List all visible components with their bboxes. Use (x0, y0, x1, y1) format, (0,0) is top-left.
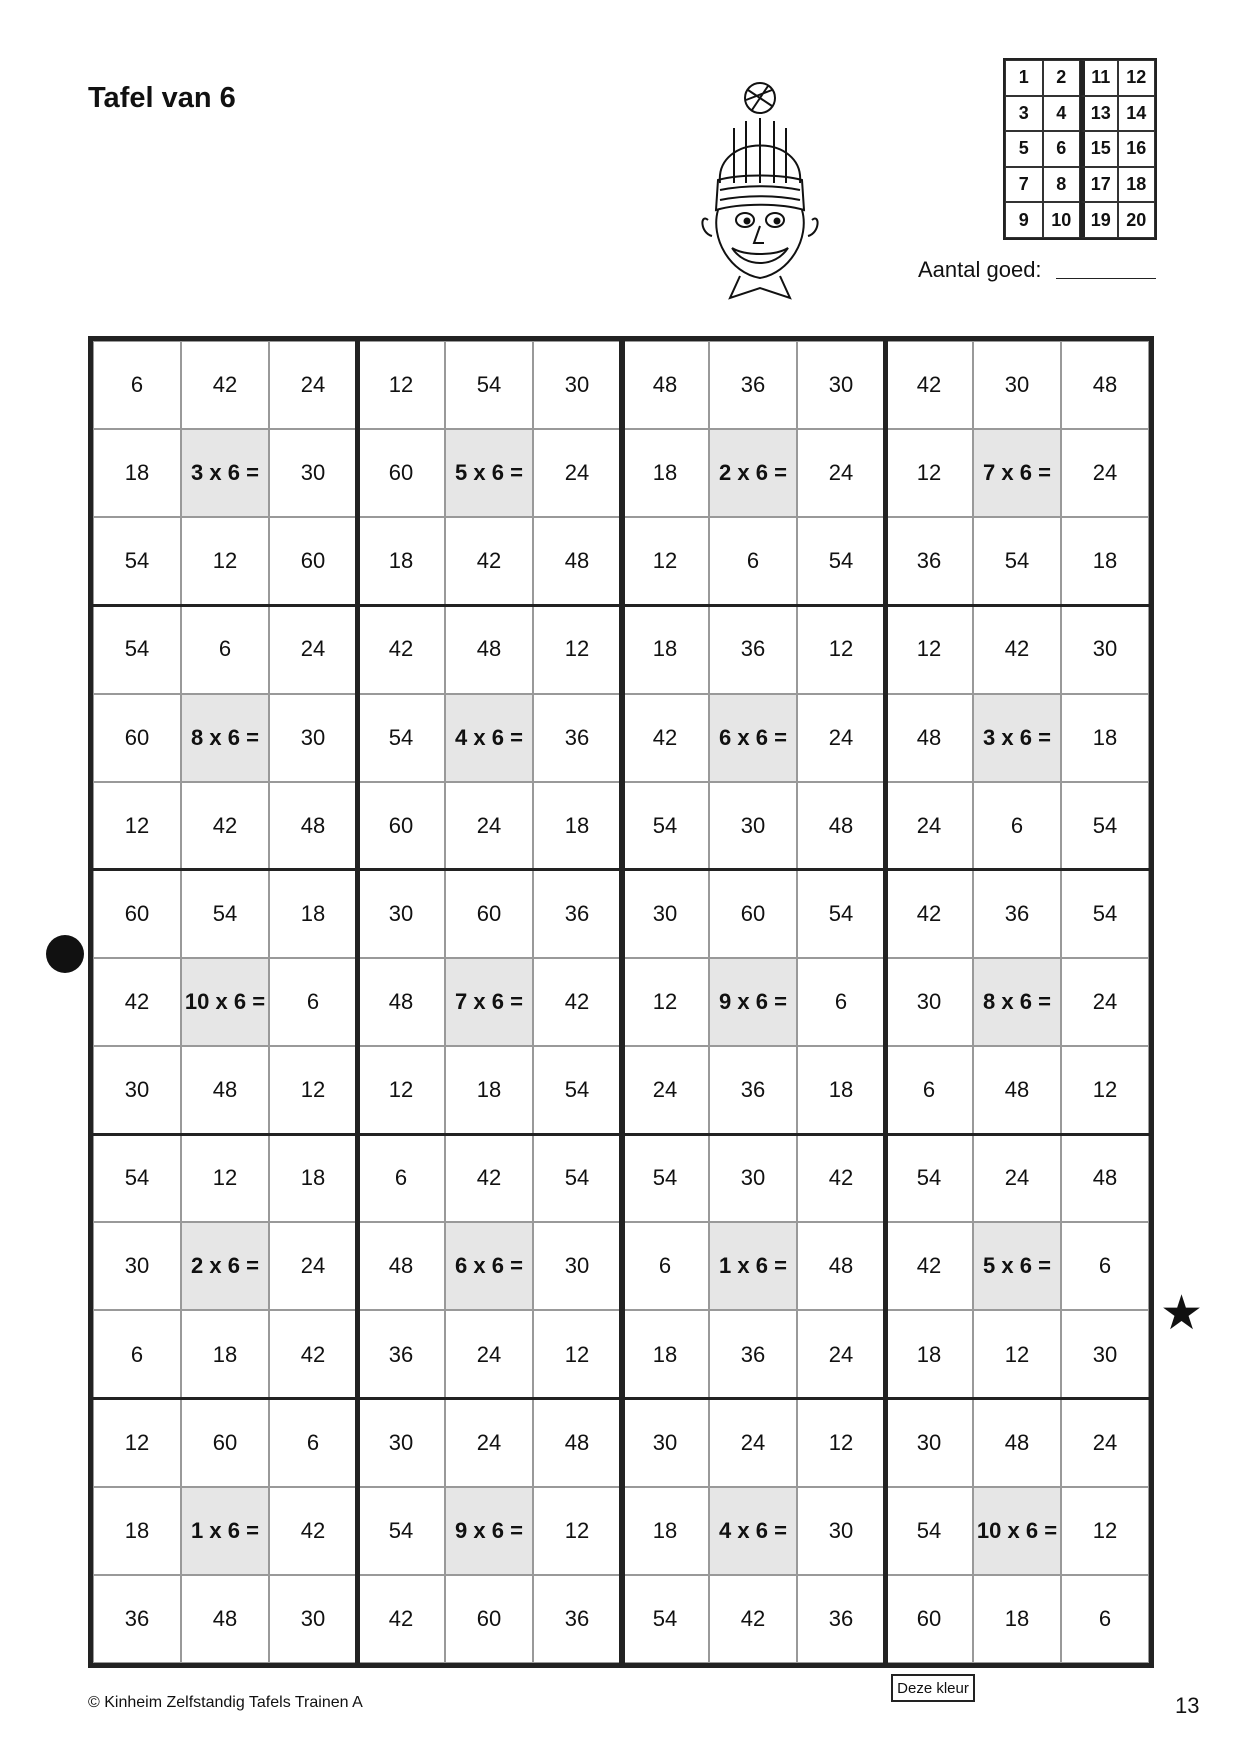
answer-cell[interactable]: 42 (709, 1575, 797, 1663)
answer-cell[interactable]: 12 (885, 605, 973, 693)
question-cell[interactable]: 9 x 6 = (709, 958, 797, 1046)
answer-cell[interactable]: 54 (533, 1134, 621, 1222)
answer-cell[interactable]: 18 (1061, 517, 1149, 605)
answer-cell[interactable]: 30 (1061, 605, 1149, 693)
black-dot-marker (46, 935, 84, 973)
answer-cell[interactable]: 12 (181, 1134, 269, 1222)
answer-cell[interactable]: 30 (357, 1399, 445, 1487)
answer-cell[interactable]: 30 (269, 429, 357, 517)
page-title: Tafel van 6 (88, 82, 236, 114)
grid-block-divider (93, 604, 1149, 607)
answer-cell[interactable]: 24 (885, 782, 973, 870)
answer-cell[interactable]: 60 (269, 517, 357, 605)
kid-with-beanie-icon (690, 78, 830, 303)
answer-cell[interactable]: 48 (797, 1222, 885, 1310)
answer-cell[interactable]: 30 (797, 341, 885, 429)
answer-cell[interactable]: 48 (445, 605, 533, 693)
answer-cell[interactable]: 6 (1061, 1222, 1149, 1310)
answer-cell[interactable]: 12 (533, 1487, 621, 1575)
answer-cell[interactable]: 54 (797, 870, 885, 958)
score-box-cell[interactable]: 7 (1005, 167, 1043, 203)
answer-cell[interactable]: 12 (93, 1399, 181, 1487)
answer-cell[interactable]: 60 (357, 782, 445, 870)
answer-cell[interactable]: 30 (885, 958, 973, 1046)
answer-cell[interactable]: 18 (621, 605, 709, 693)
question-cell[interactable]: 8 x 6 = (973, 958, 1061, 1046)
score-box-cell[interactable]: 10 (1043, 202, 1081, 238)
answer-cell[interactable]: 36 (533, 1575, 621, 1663)
question-cell[interactable]: 5 x 6 = (973, 1222, 1061, 1310)
answer-cell[interactable]: 30 (93, 1046, 181, 1134)
answer-cell[interactable]: 54 (1061, 870, 1149, 958)
answer-cell[interactable]: 6 (1061, 1575, 1149, 1663)
question-cell[interactable]: 9 x 6 = (445, 1487, 533, 1575)
answer-cell[interactable]: 60 (445, 1575, 533, 1663)
answer-cell[interactable]: 60 (357, 429, 445, 517)
answer-cell[interactable]: 48 (621, 341, 709, 429)
score-box-cell[interactable]: 18 (1118, 167, 1156, 203)
answer-cell[interactable]: 36 (709, 605, 797, 693)
answer-cell[interactable]: 18 (797, 1046, 885, 1134)
answer-cell[interactable]: 60 (181, 1399, 269, 1487)
answer-cell[interactable]: 12 (973, 1310, 1061, 1398)
answer-cell[interactable]: 18 (181, 1310, 269, 1398)
answer-cell[interactable]: 48 (357, 1222, 445, 1310)
answer-cell[interactable]: 30 (269, 1575, 357, 1663)
answer-cell[interactable]: 48 (1061, 1134, 1149, 1222)
question-cell[interactable]: 3 x 6 = (181, 429, 269, 517)
answer-cell[interactable]: 60 (93, 694, 181, 782)
answer-cell[interactable]: 54 (621, 782, 709, 870)
answer-cell[interactable]: 24 (1061, 958, 1149, 1046)
answer-cell[interactable]: 30 (973, 341, 1061, 429)
answer-cell[interactable]: 18 (973, 1575, 1061, 1663)
answer-cell[interactable]: 24 (709, 1399, 797, 1487)
score-box-cell[interactable]: 1 (1005, 60, 1043, 96)
answer-cell[interactable]: 12 (533, 1310, 621, 1398)
answer-cell[interactable]: 42 (181, 341, 269, 429)
score-box-cell[interactable]: 17 (1080, 167, 1118, 203)
answer-cell[interactable]: 12 (1061, 1487, 1149, 1575)
answer-cell[interactable]: 30 (621, 870, 709, 958)
answer-cell[interactable]: 6 (621, 1222, 709, 1310)
answer-cell[interactable]: 18 (533, 782, 621, 870)
score-box-cell[interactable]: 15 (1080, 131, 1118, 167)
grid-block-divider (93, 1133, 1149, 1136)
score-box-cell[interactable]: 3 (1005, 96, 1043, 132)
answer-cell[interactable]: 36 (709, 1310, 797, 1398)
answer-cell[interactable]: 54 (357, 1487, 445, 1575)
answer-cell[interactable]: 24 (445, 1310, 533, 1398)
answer-cell[interactable]: 42 (445, 517, 533, 605)
answer-cell[interactable]: 6 (181, 605, 269, 693)
answer-cell[interactable]: 18 (1061, 694, 1149, 782)
answer-cell[interactable]: 42 (445, 1134, 533, 1222)
answer-cell[interactable]: 54 (621, 1134, 709, 1222)
answer-cell[interactable]: 42 (269, 1310, 357, 1398)
answer-cell[interactable]: 12 (269, 1046, 357, 1134)
answer-cell[interactable]: 36 (709, 341, 797, 429)
answer-cell[interactable]: 30 (357, 870, 445, 958)
answer-cell[interactable]: 6 (269, 958, 357, 1046)
answer-cell[interactable]: 18 (93, 1487, 181, 1575)
answer-cell[interactable]: 18 (445, 1046, 533, 1134)
answer-cell[interactable]: 12 (357, 1046, 445, 1134)
answer-cell[interactable]: 42 (621, 694, 709, 782)
deze-kleur-box[interactable]: Deze kleur (891, 1674, 975, 1702)
answer-cell[interactable]: 48 (357, 958, 445, 1046)
question-cell[interactable]: 1 x 6 = (181, 1487, 269, 1575)
answer-cell[interactable]: 54 (445, 341, 533, 429)
answer-cell[interactable]: 12 (797, 605, 885, 693)
question-cell[interactable]: 10 x 6 = (973, 1487, 1061, 1575)
answer-cell[interactable]: 36 (533, 694, 621, 782)
answer-cell[interactable]: 24 (445, 1399, 533, 1487)
question-cell[interactable]: 10 x 6 = (181, 958, 269, 1046)
answer-cell[interactable]: 6 (269, 1399, 357, 1487)
answer-cell[interactable]: 30 (93, 1222, 181, 1310)
score-box (1003, 58, 1157, 240)
answer-cell[interactable]: 12 (621, 958, 709, 1046)
answer-cell[interactable]: 48 (797, 782, 885, 870)
answer-cell[interactable]: 54 (93, 1134, 181, 1222)
star-icon: ★ (1160, 1287, 1204, 1340)
answer-cell[interactable]: 18 (621, 429, 709, 517)
answer-cell[interactable]: 42 (357, 605, 445, 693)
question-cell[interactable]: 5 x 6 = (445, 429, 533, 517)
aantal-goed-label: Aantal goed: (918, 257, 1042, 282)
answer-cell[interactable]: 42 (93, 958, 181, 1046)
score-box-cell[interactable]: 14 (1118, 96, 1156, 132)
answer-cell[interactable]: 18 (269, 870, 357, 958)
score-box-cell[interactable]: 19 (1080, 202, 1118, 238)
answer-cell[interactable]: 6 (973, 782, 1061, 870)
answer-cell[interactable]: 12 (1061, 1046, 1149, 1134)
score-box-cell[interactable]: 2 (1043, 60, 1081, 96)
answer-cell[interactable]: 12 (621, 517, 709, 605)
answer-cell[interactable]: 30 (709, 1134, 797, 1222)
answer-cell[interactable]: 54 (93, 517, 181, 605)
answer-cell[interactable]: 6 (885, 1046, 973, 1134)
answer-cell[interactable]: 48 (269, 782, 357, 870)
answer-cell[interactable]: 24 (797, 429, 885, 517)
grid-block-divider (355, 341, 360, 1663)
answer-cell[interactable]: 6 (93, 341, 181, 429)
answer-cell[interactable]: 54 (357, 694, 445, 782)
question-cell[interactable]: 7 x 6 = (973, 429, 1061, 517)
answer-cell[interactable]: 54 (93, 605, 181, 693)
answer-cell[interactable]: 18 (621, 1487, 709, 1575)
answer-cell[interactable]: 54 (973, 517, 1061, 605)
score-box-cell[interactable]: 8 (1043, 167, 1081, 203)
answer-cell[interactable]: 42 (885, 341, 973, 429)
answer-cell[interactable]: 48 (973, 1399, 1061, 1487)
score-box-cell[interactable]: 12 (1118, 60, 1156, 96)
question-cell[interactable]: 8 x 6 = (181, 694, 269, 782)
answer-cell[interactable]: 6 (357, 1134, 445, 1222)
question-cell[interactable]: 4 x 6 = (445, 694, 533, 782)
answer-cell[interactable]: 24 (533, 429, 621, 517)
answer-cell[interactable]: 48 (181, 1575, 269, 1663)
answer-cell[interactable]: 6 (93, 1310, 181, 1398)
answer-cell[interactable]: 24 (621, 1046, 709, 1134)
score-box-cell[interactable]: 13 (1080, 96, 1118, 132)
answer-cell[interactable]: 30 (885, 1399, 973, 1487)
answer-cell[interactable]: 18 (885, 1310, 973, 1398)
question-cell[interactable]: 6 x 6 = (709, 694, 797, 782)
answer-cell[interactable]: 12 (885, 429, 973, 517)
question-cell[interactable]: 2 x 6 = (181, 1222, 269, 1310)
answer-cell[interactable]: 12 (797, 1399, 885, 1487)
answer-cell[interactable]: 24 (269, 1222, 357, 1310)
answer-cell[interactable]: 36 (357, 1310, 445, 1398)
answer-cell[interactable]: 54 (885, 1487, 973, 1575)
answer-cell[interactable]: 24 (445, 782, 533, 870)
question-cell[interactable]: 6 x 6 = (445, 1222, 533, 1310)
answer-cell[interactable]: 36 (885, 517, 973, 605)
answer-cell[interactable]: 54 (885, 1134, 973, 1222)
grid-block-divider (93, 1397, 1149, 1400)
answer-cell[interactable]: 30 (1061, 1310, 1149, 1398)
answer-cell[interactable]: 36 (533, 870, 621, 958)
answer-cell[interactable]: 42 (357, 1575, 445, 1663)
answer-cell[interactable]: 24 (1061, 1399, 1149, 1487)
question-cell[interactable]: 1 x 6 = (709, 1222, 797, 1310)
answer-cell[interactable]: 42 (533, 958, 621, 1046)
answer-cell[interactable]: 24 (797, 1310, 885, 1398)
answer-cell[interactable]: 36 (709, 1046, 797, 1134)
answer-cell[interactable]: 54 (533, 1046, 621, 1134)
answer-cell[interactable]: 60 (93, 870, 181, 958)
page-number: 13 (1175, 1693, 1200, 1718)
grid-block-divider (619, 341, 625, 1663)
answer-cell[interactable]: 42 (181, 782, 269, 870)
answer-cell[interactable]: 12 (357, 341, 445, 429)
grid-block-divider (883, 341, 888, 1663)
answer-cell[interactable]: 6 (709, 517, 797, 605)
answer-cell[interactable]: 42 (885, 1222, 973, 1310)
question-cell[interactable]: 7 x 6 = (445, 958, 533, 1046)
answer-cell[interactable]: 30 (533, 341, 621, 429)
answer-cell[interactable]: 24 (269, 341, 357, 429)
answer-cell[interactable]: 6 (797, 958, 885, 1046)
answer-cell[interactable]: 30 (797, 1487, 885, 1575)
answer-cell[interactable]: 48 (1061, 341, 1149, 429)
answer-cell[interactable]: 18 (621, 1310, 709, 1398)
answer-cell[interactable]: 36 (797, 1575, 885, 1663)
answer-cell[interactable]: 54 (621, 1575, 709, 1663)
score-box-cell[interactable]: 11 (1080, 60, 1118, 96)
answer-cell[interactable]: 42 (797, 1134, 885, 1222)
question-cell[interactable]: 2 x 6 = (709, 429, 797, 517)
answer-cell[interactable]: 24 (973, 1134, 1061, 1222)
answer-cell[interactable]: 30 (533, 1222, 621, 1310)
answer-cell[interactable]: 30 (621, 1399, 709, 1487)
score-box-cell[interactable]: 4 (1043, 96, 1081, 132)
answer-cell[interactable]: 54 (1061, 782, 1149, 870)
score-box-cell[interactable]: 5 (1005, 131, 1043, 167)
tafel-grid (88, 336, 1154, 1668)
answer-cell[interactable]: 12 (533, 605, 621, 693)
grid-block-divider (93, 868, 1149, 871)
question-cell[interactable]: 4 x 6 = (709, 1487, 797, 1575)
answer-cell[interactable]: 24 (269, 605, 357, 693)
answer-cell[interactable]: 36 (973, 870, 1061, 958)
answer-cell[interactable]: 12 (93, 782, 181, 870)
answer-cell[interactable]: 24 (797, 694, 885, 782)
answer-cell[interactable]: 48 (973, 1046, 1061, 1134)
answer-cell[interactable]: 48 (533, 517, 621, 605)
answer-cell[interactable]: 48 (885, 694, 973, 782)
score-box-cell[interactable]: 16 (1118, 131, 1156, 167)
answer-cell[interactable]: 30 (709, 782, 797, 870)
score-box-cell[interactable]: 6 (1043, 131, 1081, 167)
answer-cell[interactable]: 42 (885, 870, 973, 958)
answer-cell[interactable]: 54 (181, 870, 269, 958)
answer-cell[interactable]: 42 (973, 605, 1061, 693)
answer-cell[interactable]: 54 (797, 517, 885, 605)
answer-cell[interactable]: 48 (181, 1046, 269, 1134)
answer-cell[interactable]: 60 (885, 1575, 973, 1663)
answer-cell[interactable]: 60 (709, 870, 797, 958)
answer-cell[interactable]: 42 (269, 1487, 357, 1575)
answer-cell[interactable]: 24 (1061, 429, 1149, 517)
answer-cell[interactable]: 18 (93, 429, 181, 517)
answer-cell[interactable]: 60 (445, 870, 533, 958)
question-cell[interactable]: 3 x 6 = (973, 694, 1061, 782)
score-box-cell[interactable]: 20 (1118, 202, 1156, 238)
answer-cell[interactable]: 48 (533, 1399, 621, 1487)
answer-cell[interactable]: 12 (181, 517, 269, 605)
answer-cell[interactable]: 18 (269, 1134, 357, 1222)
aantal-goed-field[interactable] (1056, 278, 1156, 279)
answer-cell[interactable]: 36 (93, 1575, 181, 1663)
copyright: © Kinheim Zelfstandig Tafels Trainen A (88, 1694, 363, 1711)
answer-cell[interactable]: 18 (357, 517, 445, 605)
answer-cell[interactable]: 30 (269, 694, 357, 782)
score-box-cell[interactable]: 9 (1005, 202, 1043, 238)
